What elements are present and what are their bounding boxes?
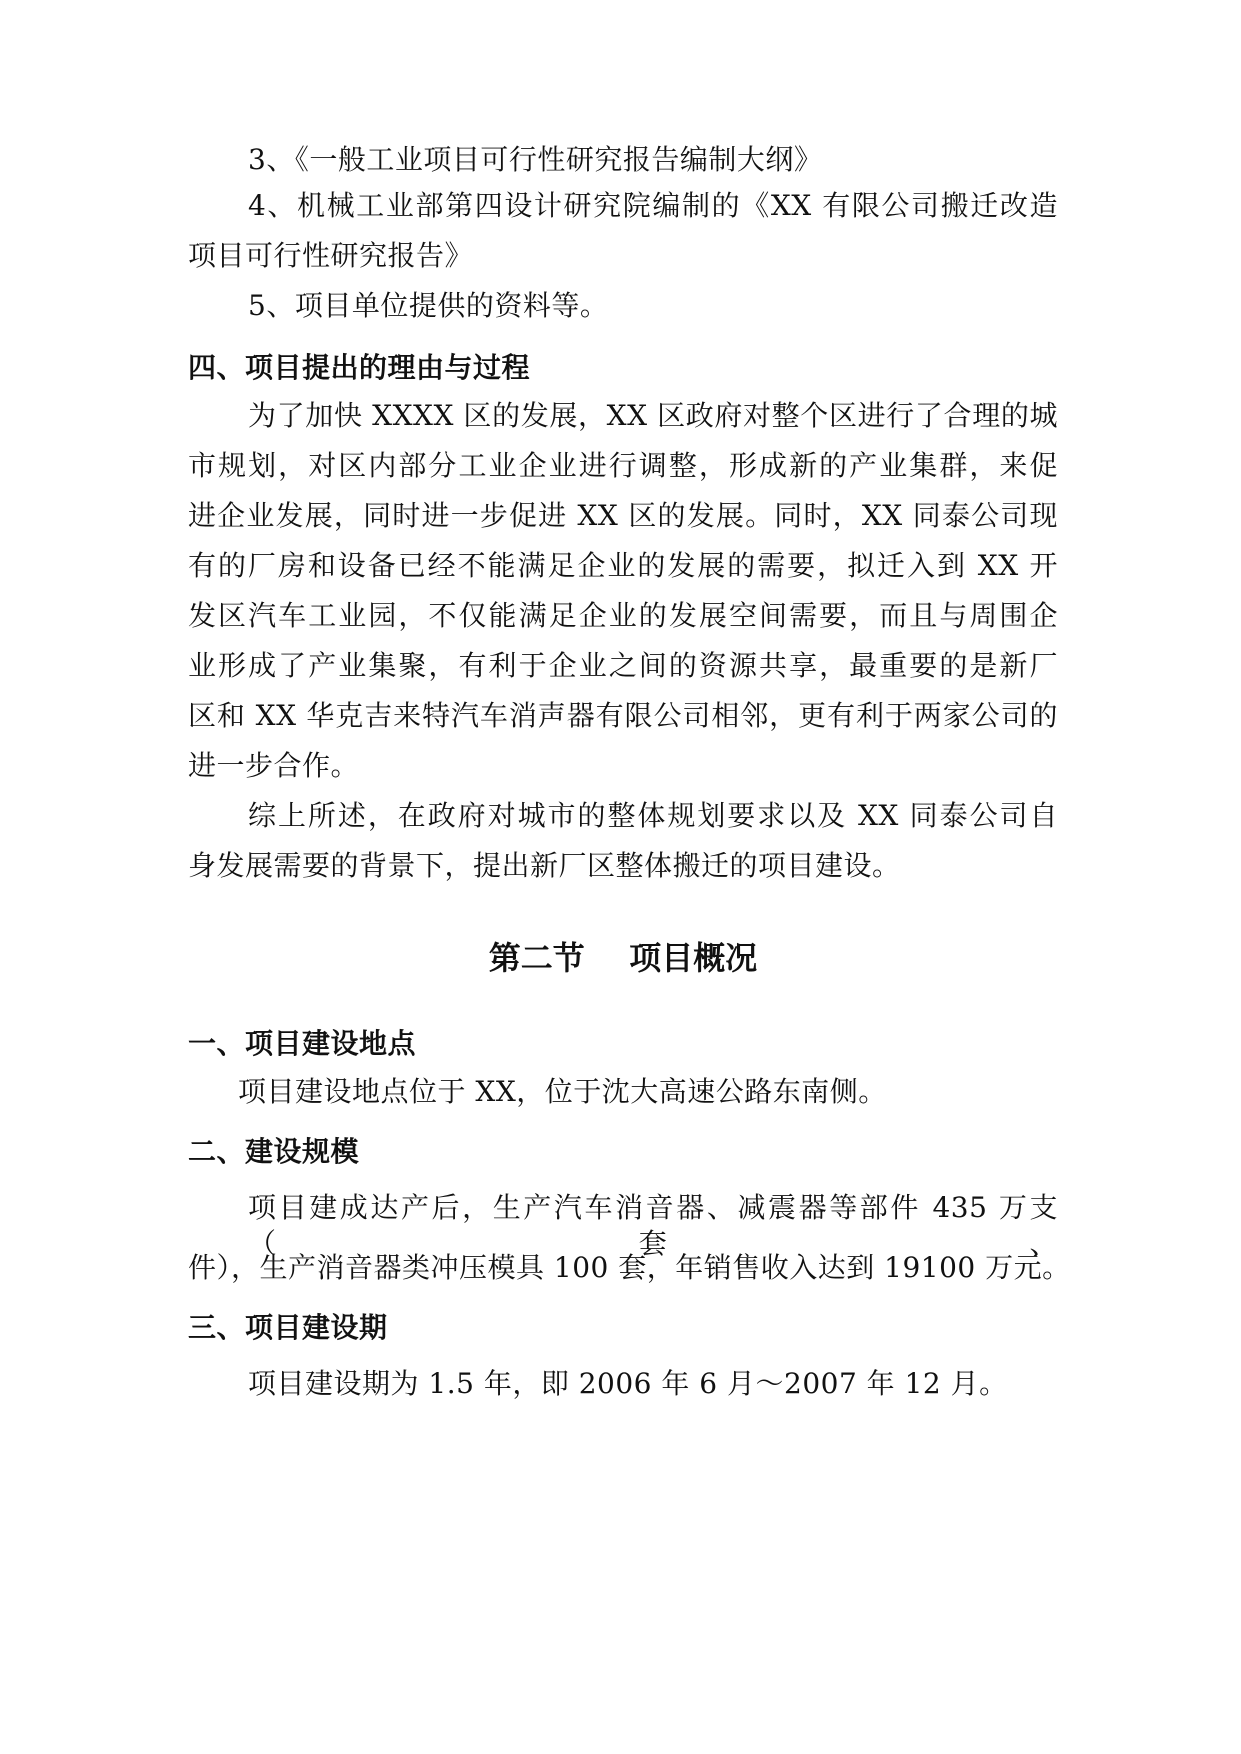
reasons-paragraph-line: 发区汽车工业园，不仅能满足企业的发展空间需要，而且与周围企 [188, 599, 1058, 632]
location-text: 项目建设地点位于 XX，位于沈大高速公路东南侧。 [238, 1075, 887, 1108]
section-heading-location: 一、项目建设地点 [188, 1027, 417, 1060]
scale-text-line-1: 项目建成达产后，生产汽车消音器、减震器等部件 435 万支（套、 [248, 1191, 1058, 1260]
reasons-paragraph-line: 业形成了产业集聚，有利于企业之间的资源共享，最重要的是新厂 [188, 649, 1058, 682]
summary-paragraph-line: 身发展需要的背景下，提出新厂区整体搬迁的项目建设。 [188, 849, 901, 882]
reasons-paragraph-line: 有的厂房和设备已经不能满足企业的发展的需要，拟迁入到 XX 开 [188, 549, 1058, 582]
section-heading-period: 三、项目建设期 [188, 1311, 388, 1344]
basis-item-4-line-2: 项目可行性研究报告》 [188, 239, 474, 272]
basis-item-3: 3、《一般工业项目可行性研究报告编制大纲》 [248, 143, 823, 176]
scale-text-line-2: 件），生产消音器类冲压模具 100 套，年销售收入达到 19100 万元。 [188, 1251, 1071, 1284]
basis-item-4-line-1: 4、机械工业部第四设计研究院编制的《XX 有限公司搬迁改造 [248, 189, 1058, 222]
reasons-paragraph-line: 市规划，对区内部分工业企业进行调整，形成新的产业集群，来促 [188, 449, 1058, 482]
reasons-paragraph-line: 进一步合作。 [188, 749, 360, 782]
basis-item-5: 5、项目单位提供的资料等。 [248, 289, 609, 322]
reasons-paragraph-line: 区和 XX 华克吉来特汽车消声器有限公司相邻，更有利于两家公司的 [188, 699, 1058, 732]
reasons-paragraph-line: 进企业发展，同时进一步促进 XX 区的发展。同时，XX 同泰公司现 [188, 499, 1058, 532]
reasons-paragraph-line: 为了加快 XXXX 区的发展，XX 区政府对整个区进行了合理的城 [248, 399, 1058, 432]
chapter-title: 第二节 项目概况 [488, 939, 758, 977]
period-text: 项目建设期为 1.5 年，即 2006 年 6 月～2007 年 12 月。 [248, 1367, 1008, 1400]
summary-paragraph-line: 综上所述，在政府对城市的整体规划要求以及 XX 同泰公司自 [248, 799, 1058, 832]
section-heading-reasons: 四、项目提出的理由与过程 [188, 351, 531, 384]
section-heading-scale: 二、建设规模 [188, 1135, 360, 1168]
